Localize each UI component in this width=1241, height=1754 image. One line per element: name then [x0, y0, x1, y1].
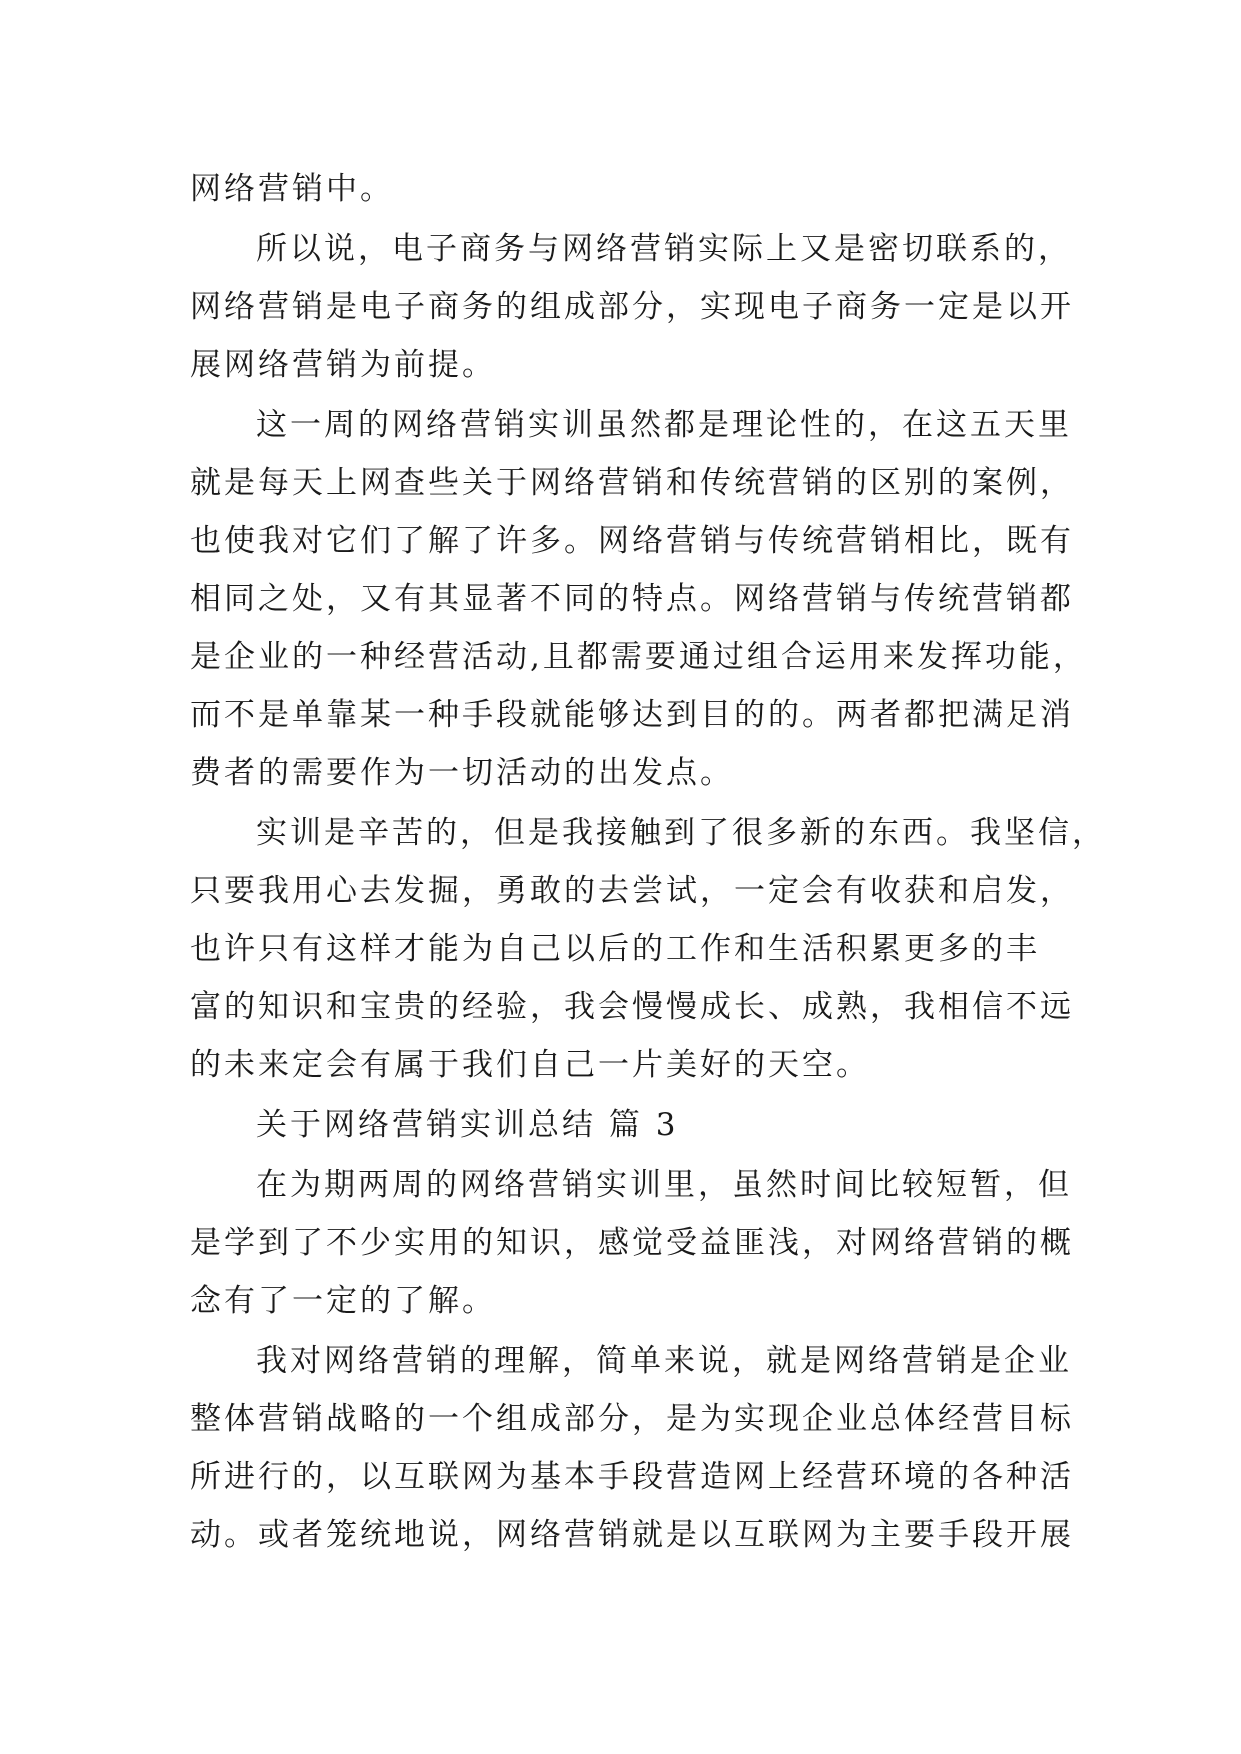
text-line: 相同之处，又有其显著不同的特点。网络营销与传统营销都	[190, 581, 1074, 617]
text-line: 就是每天上网查些关于网络营销和传统营销的区别的案例，	[190, 465, 1074, 501]
text-line: 所以说，电子商务与网络营销实际上又是密切联系的，	[256, 231, 1072, 267]
text-line: 展网络营销为前提。	[190, 347, 496, 383]
section-heading: 关于网络营销实训总结 篇 3	[256, 1107, 679, 1143]
text-line: 念有了一定的了解。	[190, 1283, 496, 1319]
text-line: 动。或者笼统地说，网络营销就是以互联网为主要手段开展	[190, 1517, 1074, 1553]
text-line: 而不是单靠某一种手段就能够达到目的的。两者都把满足消	[190, 697, 1074, 733]
text-line: 网络营销中。	[190, 171, 394, 207]
text-line: 只要我用心去发掘，勇敢的去尝试，一定会有收获和启发，	[190, 873, 1074, 909]
text-line: 也使我对它们了解了许多。网络营销与传统营销相比，既有	[190, 523, 1074, 559]
text-line: 是企业的一种经营活动,且都需要通过组合运用来发挥功能，	[190, 639, 1087, 675]
text-line: 网络营销是电子商务的组成部分，实现电子商务一定是以开	[190, 289, 1074, 325]
text-line: 也许只有这样才能为自己以后的工作和生活积累更多的丰	[190, 931, 1040, 967]
text-line: 所进行的，以互联网为基本手段营造网上经营环境的各种活	[190, 1459, 1074, 1495]
text-line: 是学到了不少实用的知识，感觉受益匪浅，对网络营销的概	[190, 1225, 1074, 1261]
text-line: 这一周的网络营销实训虽然都是理论性的，在这五天里	[256, 407, 1072, 443]
document-body	[190, 160, 1106, 1564]
text-line: 费者的需要作为一切活动的出发点。	[190, 755, 734, 791]
text-line: 我对网络营销的理解，简单来说，就是网络营销是企业	[256, 1343, 1072, 1379]
text-line: 富的知识和宝贵的经验，我会慢慢成长、成熟，我相信不远	[190, 989, 1074, 1025]
text-line: 整体营销战略的一个组成部分，是为实现企业总体经营目标	[190, 1401, 1074, 1437]
text-line: 的未来定会有属于我们自己一片美好的天空。	[190, 1047, 870, 1083]
text-line: 在为期两周的网络营销实训里，虽然时间比较短暂，但	[256, 1167, 1072, 1203]
text-line: 实训是辛苦的，但是我接触到了很多新的东西。我坚信，	[256, 815, 1106, 851]
